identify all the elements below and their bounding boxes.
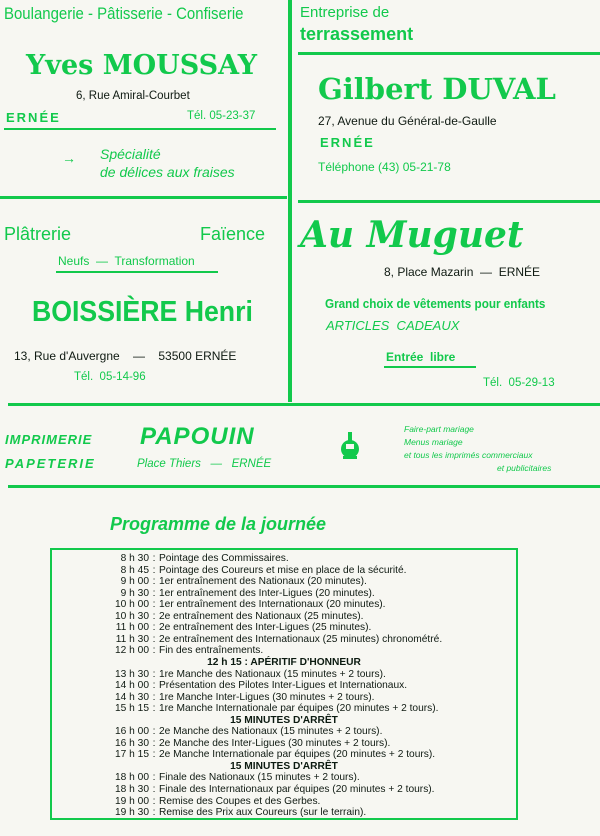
programme-line	[52, 692, 374, 703]
printer-logo-icon	[339, 430, 361, 460]
programme-line	[52, 726, 382, 737]
programme-description: Pointage des Coureurs et mise en place de la sécurité.	[159, 564, 407, 576]
programme-description: Finale des Nationaux (15 minutes + 2 tours).	[159, 772, 360, 784]
ad2-phone: Téléphone (43) 05-21-78	[318, 160, 451, 174]
programme-time: 14 h 30	[115, 691, 149, 703]
ad5-left1: IMPRIMERIE	[5, 432, 93, 447]
ad1-address: 6, Rue Amiral-Courbet	[76, 90, 190, 102]
programme-separator: :	[152, 772, 156, 784]
ad3-address: 13, Rue d'Auvergne — 53500 ERNÉE	[14, 349, 237, 363]
programme-separator: :	[152, 807, 156, 819]
programme-time: 15 h 15	[115, 703, 149, 715]
programme-separator: :	[152, 576, 156, 588]
programme-description: 1re Manche Internationale par équipes (20 minutes + 2 tours).	[159, 703, 439, 715]
programme-time: 14 h 00	[115, 680, 149, 692]
programme-line	[52, 599, 386, 610]
ad4-phone: Tél. 05-29-13	[483, 377, 555, 389]
programme-line	[52, 749, 435, 760]
ad1-underline	[4, 128, 276, 130]
programme-line	[52, 680, 407, 691]
programme-separator: :	[152, 564, 156, 576]
programme-line	[52, 738, 390, 749]
ad4-entry-underline	[384, 366, 476, 368]
programme-description: Remise des Prix aux Coureurs (sur le terrain).	[159, 807, 367, 819]
programme-separator: :	[152, 668, 156, 680]
programme-line	[52, 772, 360, 783]
programme-time: 19 h 30	[115, 807, 149, 819]
ad1-name: Yves MOUSSAY	[26, 50, 257, 81]
ad1-specialty-1: Spécialité	[100, 146, 161, 162]
programme-description: Pointage des Commissaires.	[159, 553, 289, 564]
ad1-phone: Tél. 05-23-37	[187, 110, 256, 122]
ad1-header: Boulangerie - Pâtisserie - Confiserie	[4, 4, 244, 23]
programme-separator: :	[152, 610, 156, 622]
programme-time: 8 h 45	[120, 564, 149, 576]
programme-time: 8 h 30	[120, 553, 149, 564]
programme-line	[52, 622, 371, 633]
programme-time: 10 h 00	[115, 599, 149, 611]
programme-separator: :	[152, 737, 156, 749]
ad4-line1: Grand choix de vêtements pour enfants	[325, 296, 546, 311]
programme-time: 19 h 00	[115, 795, 149, 807]
divider-top-left	[0, 196, 287, 199]
ad3-phone: Tél. 05-14-96	[74, 371, 146, 383]
programme-separator: :	[152, 633, 156, 645]
programme-line	[52, 703, 438, 714]
programme-line	[52, 784, 435, 795]
programme-time: 11 h 30	[115, 633, 149, 645]
programme-time: 17 h 15	[115, 749, 149, 761]
programme-time: 9 h 00	[120, 576, 149, 588]
programme-time: 18 h 30	[115, 784, 149, 795]
programme-time: 12 h 00	[115, 645, 149, 657]
programme-description: 1re Manche des Nationaux (15 minutes + 2 tours).	[159, 668, 386, 680]
ad2-line2: terrassement	[300, 24, 414, 44]
programme-separator: :	[152, 703, 156, 715]
ad3-sub: Neufs — Transformation	[58, 254, 195, 268]
programme-description: Remise des Coupes et des Gerbes.	[159, 795, 321, 807]
programme-line	[52, 645, 263, 656]
programme-description: Présentation des Pilotes Inter-Ligues et Internationaux.	[159, 680, 408, 692]
programme-line	[52, 669, 386, 680]
ad2-town: ERNÉE	[320, 135, 375, 150]
ad4-name: Au Muguet	[300, 214, 524, 256]
ad4-entry: Entrée libre	[386, 350, 456, 364]
programme-break: 12 h 15 : APÉRITIF D'HONNEUR	[207, 656, 361, 668]
programme-description: 1er entraînement des Internationaux (20 minutes).	[159, 599, 386, 611]
programme-time: 9 h 30	[120, 587, 149, 599]
programme-separator: :	[152, 587, 156, 599]
ad5-address: Place Thiers — ERNÉE	[137, 458, 272, 470]
ad5-left2: PAPETERIE	[5, 456, 96, 471]
ad2-underline	[298, 52, 600, 55]
programme-separator: :	[152, 599, 156, 611]
programme-box	[50, 548, 518, 820]
vertical-divider	[288, 0, 292, 402]
programme-line	[52, 634, 442, 645]
programme-separator: :	[152, 691, 156, 703]
programme-description: 2e entraînement des Internationaux (25 minutes) chronométré.	[159, 633, 443, 645]
programme-description: 2e Manche Internationale par équipes (20 minutes + 2 tours).	[159, 749, 436, 761]
programme-separator: :	[152, 645, 156, 657]
programme-description: 1er entraînement des Inter-Ligues (20 minutes).	[159, 587, 375, 599]
ad3-underline	[56, 271, 218, 273]
ad3-left: Plâtrerie	[4, 224, 72, 244]
programme-description: 2e Manche des Nationaux (15 minutes + 2 tours).	[159, 726, 383, 738]
ad1-town: ERNÉE	[6, 110, 61, 125]
ad4-line2: ARTICLES CADEAUX	[326, 318, 460, 333]
programme-description: 2e entraînement des Inter-Ligues (25 minutes).	[159, 622, 372, 634]
ad4-address: 8, Place Mazarin — ERNÉE	[384, 265, 541, 279]
programme-title: Programme de la journée	[110, 514, 327, 534]
programme-time: 18 h 00	[115, 772, 149, 784]
arrow-icon: →	[62, 150, 76, 166]
programme-time: 13 h 30	[115, 668, 149, 680]
programme-description: Fin des entraînements.	[159, 645, 264, 657]
programme-separator: :	[152, 749, 156, 761]
programme-separator: :	[152, 622, 156, 634]
divider-top-right	[298, 200, 600, 203]
programme-line	[52, 576, 367, 587]
programme-line	[52, 807, 366, 818]
programme-time: 10 h 30	[115, 610, 149, 622]
programme-separator: :	[152, 553, 156, 564]
programme-time: 16 h 00	[115, 726, 149, 738]
programme-line	[52, 796, 320, 807]
programme-separator: :	[152, 784, 156, 795]
programme-description: 1er entraînement des Nationaux (20 minutes).	[159, 576, 367, 588]
programme-time: 16 h 30	[115, 737, 149, 749]
programme-break: 15 MINUTES D'ARRÊT	[230, 714, 338, 726]
programme-description: 1re Manche Inter-Ligues (30 minutes + 2 tours).	[159, 691, 375, 703]
ad5-right2: Menus mariage	[404, 437, 463, 447]
programme-line	[52, 553, 289, 564]
ad5-right4: et publicitaires	[497, 463, 552, 473]
ad5-right1: Faire-part mariage	[404, 424, 474, 434]
divider-band-bottom	[8, 485, 600, 488]
programme-line	[52, 565, 406, 576]
ad3-name: BOISSIÈRE Henri	[32, 296, 253, 328]
programme-break: 15 MINUTES D'ARRÊT	[230, 760, 338, 772]
programme-separator: :	[152, 795, 156, 807]
programme-separator: :	[152, 680, 156, 692]
ad2-address: 27, Avenue du Général-de-Gaulle	[318, 114, 497, 128]
programme-line	[52, 611, 363, 622]
programme-description: Finale des Internationaux par équipes (20 minutes + 2 tours).	[159, 784, 435, 795]
programme-line	[52, 588, 375, 599]
programme-time: 11 h 00	[115, 622, 149, 634]
programme-list	[52, 550, 516, 818]
ad2-line1: Entreprise de	[300, 4, 390, 21]
ad2-name: Gilbert DUVAL	[318, 72, 556, 106]
ad3-right: Faïence	[200, 224, 266, 244]
ad5-right3: et tous les imprimés commerciaux	[404, 450, 533, 460]
ad5-name: PAPOUIN	[140, 423, 255, 450]
programme-description: 2e Manche des Inter-Ligues (30 minutes + 2 tours).	[159, 737, 391, 749]
ad1-specialty-2: de délices aux fraises	[100, 164, 235, 180]
programme-description: 2e entraînement des Nationaux (25 minutes).	[159, 610, 364, 622]
programme-separator: :	[152, 726, 156, 738]
divider-band-top	[8, 403, 600, 406]
